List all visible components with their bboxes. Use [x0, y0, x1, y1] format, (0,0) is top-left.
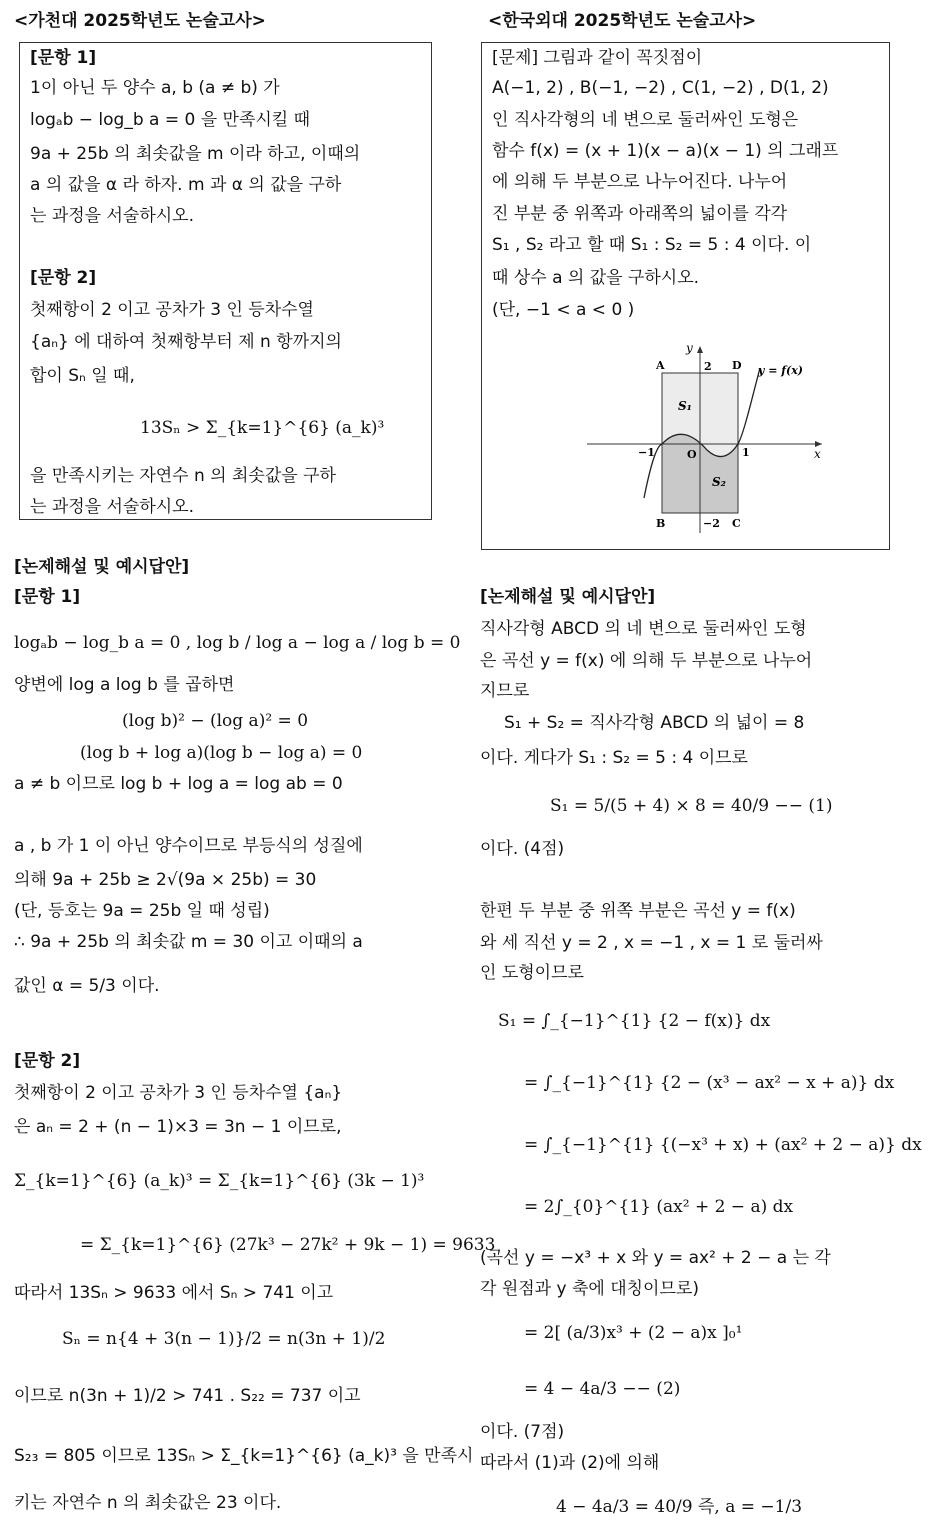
right-problem-box	[481, 42, 890, 550]
q2-line: 는 과정을 서술하시오.	[30, 497, 195, 517]
label-neg-one: −1	[638, 446, 655, 459]
s1-line: a ≠ b 이므로 log b + log a = log ab = 0	[14, 774, 343, 794]
label-curve: y = f(x)	[758, 364, 803, 377]
sol-line: (곡선 y = −x³ + x 와 y = ax² + 2 − a 는 각	[480, 1248, 831, 1268]
label-neg-two: −2	[703, 517, 720, 530]
s2-line: Σ_{k=1}^{6} (a_k)³ = Σ_{k=1}^{6} (3k − 1)³	[14, 1171, 425, 1191]
label-s2: S₂	[712, 475, 726, 489]
s1-line: (log b + log a)(log b − log a) = 0	[80, 743, 363, 763]
q2-title: [문항 2]	[30, 268, 97, 288]
problem-line: 때 상수 a 의 값을 구하시오.	[492, 268, 700, 288]
q2-formula: 13Sₙ > Σ_{k=1}^{6} (a_k)³	[140, 418, 385, 438]
label-two: 2	[704, 360, 712, 373]
sol-line: 한편 두 부분 중 위쪽 부분은 곡선 y = f(x)	[480, 901, 796, 921]
sol-line: = ∫_{−1}^{1} {(−x³ + x) + (ax² + 2 − a)} dx	[524, 1135, 922, 1155]
sol-line: = 2[ (a/3)x³ + (2 − a)x ]₀¹	[524, 1323, 743, 1343]
sol-line: 이다. (7점)	[480, 1422, 565, 1442]
s1-title: [문항 1]	[14, 587, 81, 607]
s1-line: logₐb − log_b a = 0 , log b / log a − log a / log b = 0	[14, 633, 461, 653]
q1-title: [문항 1]	[30, 48, 97, 68]
label-one: 1	[742, 446, 750, 459]
s1-line: 의해 9a + 25b ≥ 2√(9a × 25b) = 30	[14, 870, 317, 890]
x-axis-label: x	[814, 447, 821, 461]
sol-line: 은 곡선 y = f(x) 에 의해 두 부분으로 나누어	[480, 651, 813, 671]
q2-line: 을 만족시키는 자연수 n 의 최솟값을 구하	[30, 466, 336, 486]
label-c: C	[732, 517, 741, 530]
s2-line: Sₙ = n{4 + 3(n − 1)}/2 = n(3n + 1)/2	[62, 1329, 386, 1349]
s2-line: 이므로 n(3n + 1)/2 > 741 . S₂₂ = 737 이고	[14, 1386, 361, 1406]
left-problem-box	[19, 42, 432, 520]
problem-graph	[582, 338, 832, 538]
sol-line: 따라서 (1)과 (2)에 의해	[480, 1453, 660, 1473]
sol-line: S₁ = 5/(5 + 4) × 8 = 40/9 −− (1)	[550, 796, 833, 816]
label-s1: S₁	[678, 399, 692, 413]
q1-line: 9a + 25b 의 최솟값을 m 이라 하고, 이때의	[30, 144, 361, 164]
s2-line: S₂₃ = 805 이므로 13Sₙ > Σ_{k=1}^{6} (a_k)³ 을 만족시	[14, 1446, 474, 1466]
sol-line: 지므로	[480, 681, 530, 701]
left-solution-title: [논제해설 및 예시답안]	[14, 557, 190, 577]
s2-line: 첫째항이 2 이고 공차가 3 인 등차수열 {aₙ}	[14, 1083, 343, 1103]
problem-line: 함수 f(x) = (x + 1)(x − a)(x − 1) 의 그래프	[492, 141, 839, 161]
problem-line: 에 의해 두 부분으로 나누어진다. 나누어	[492, 172, 788, 192]
y-axis-arrow	[697, 346, 703, 353]
sol-line: 와 세 직선 y = 2 , x = −1 , x = 1 로 둘러싸	[480, 933, 823, 953]
sol-line: = ∫_{−1}^{1} {2 − (x³ − ax² − x + a)} dx	[524, 1073, 895, 1093]
q1-line: 는 과정을 서술하시오.	[30, 206, 195, 226]
sol-line: 4 − 4a/3 = 40/9 즉, a = −1/3	[556, 1497, 803, 1517]
s2-title: [문항 2]	[14, 1051, 81, 1071]
sol-line: 이다. 게다가 S₁ : S₂ = 5 : 4 이므로	[480, 748, 748, 768]
sol-line: 이다. (4점)	[480, 839, 565, 859]
sol-line: S₁ + S₂ = 직사각형 ABCD 의 넓이 = 8	[504, 713, 805, 733]
left-header: <가천대 2025학년도 논술고사>	[14, 11, 266, 31]
s1-line: ∴ 9a + 25b 의 최솟값 m = 30 이고 이때의 a	[14, 932, 363, 952]
problem-line: [문제] 그림과 같이 꼭짓점이	[492, 48, 703, 68]
sol-line: 직사각형 ABCD 의 네 변으로 둘러싸인 도형	[480, 619, 807, 639]
problem-line: 진 부분 중 위쪽과 아래쪽의 넓이를 각각	[492, 204, 788, 224]
sol-line: S₁ = ∫_{−1}^{1} {2 − f(x)} dx	[498, 1011, 771, 1031]
sol-line: 각 원점과 y 축에 대칭이므로)	[480, 1279, 699, 1299]
sol-line: = 2∫_{0}^{1} (ax² + 2 − a) dx	[524, 1197, 794, 1217]
s1-line: (log b)² − (log a)² = 0	[122, 711, 309, 731]
problem-line: 인 직사각형의 네 변으로 둘러싸인 도형은	[492, 110, 799, 130]
q1-line: a 의 값을 α 라 하자. m 과 α 의 값을 구하	[30, 175, 342, 195]
s2-line: 따라서 13Sₙ > 9633 에서 Sₙ > 741 이고	[14, 1283, 334, 1303]
label-d: D	[732, 359, 742, 372]
s2-line: 키는 자연수 n 의 최솟값은 23 이다.	[14, 1493, 282, 1513]
s1-line: a , b 가 1 이 아닌 양수이므로 부등식의 성질에	[14, 836, 363, 856]
q1-line: 1이 아닌 두 양수 a, b (a ≠ b) 가	[30, 78, 280, 98]
right-solution-title: [논제해설 및 예시답안]	[480, 587, 656, 607]
s2-line: = Σ_{k=1}^{6} (27k³ − 27k² + 9k − 1) = 9633	[80, 1235, 496, 1255]
sol-line: 인 도형이므로	[480, 963, 584, 983]
y-axis-label: y	[686, 341, 693, 355]
problem-line: A(−1, 2) , B(−1, −2) , C(1, −2) , D(1, 2)	[492, 78, 829, 98]
s2-line: 은 aₙ = 2 + (n − 1)×3 = 3n − 1 이므로,	[14, 1117, 342, 1137]
label-b: B	[656, 517, 666, 530]
problem-line: (단, −1 < a < 0 )	[492, 300, 635, 320]
sol-line: = 4 − 4a/3 −− (2)	[524, 1379, 681, 1399]
q1-line: logₐb − log_b a = 0 을 만족시킬 때	[30, 110, 311, 130]
s1-line: 양변에 log a log b 를 곱하면	[14, 675, 235, 695]
right-header: <한국외대 2025학년도 논술고사>	[488, 11, 757, 31]
q2-line: {aₙ} 에 대하여 첫째항부터 제 n 항까지의	[30, 332, 342, 352]
label-a: A	[656, 359, 665, 372]
s1-line: (단, 등호는 9a = 25b 일 때 성립)	[14, 901, 270, 921]
problem-line: S₁ , S₂ 라고 할 때 S₁ : S₂ = 5 : 4 이다. 이	[492, 235, 812, 255]
s1-line: 값인 α = 5/3 이다.	[14, 976, 160, 996]
q2-line: 첫째항이 2 이고 공차가 3 인 등차수열	[30, 300, 314, 320]
label-origin: O	[687, 448, 697, 461]
q2-line: 합이 Sₙ 일 때,	[30, 366, 135, 386]
